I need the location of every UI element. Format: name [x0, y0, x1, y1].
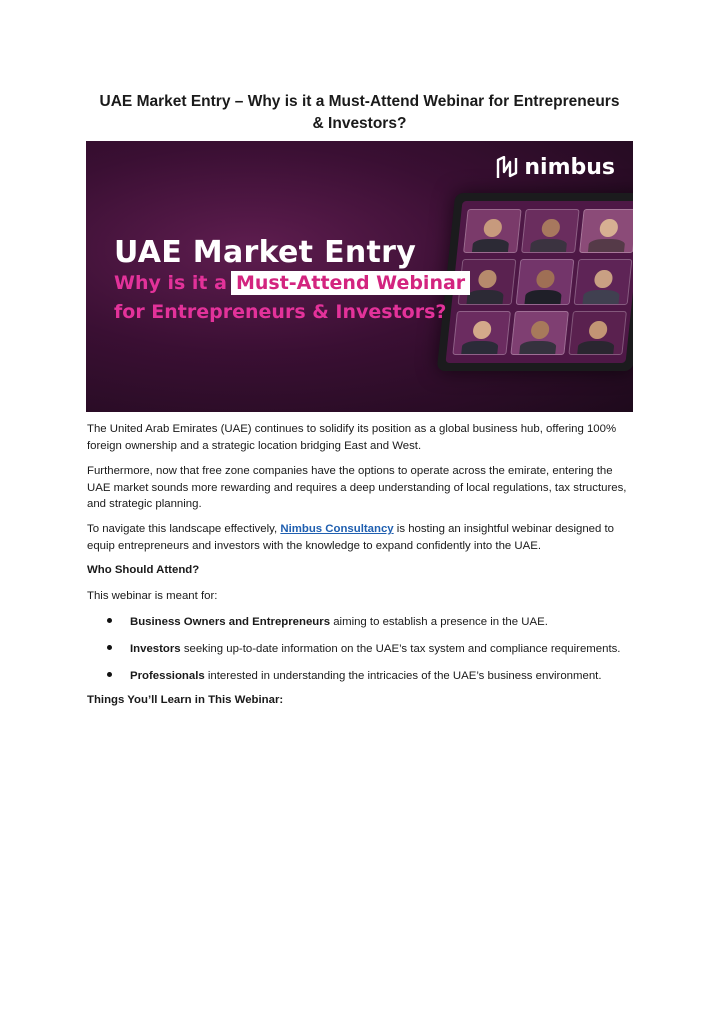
- webinar-paragraph: [87, 521, 633, 554]
- participant-tile: [463, 209, 522, 253]
- list-item: [107, 641, 627, 657]
- who-should-attend-heading: Who Should Attend?: [87, 564, 200, 576]
- bullet-icon: [107, 668, 130, 684]
- participant-tile: [516, 259, 575, 305]
- intro-paragraph: The United Arab Emirates (UAE) continues to solidify its position as a global business hub, offering 100% foreign ownership and a strategic location bridging East and West.: [87, 423, 617, 452]
- page-title: UAE Market Entry – Why is it a Must-Attend Webinar for Entrepreneurs & Investors?: [99, 93, 620, 132]
- bullet-icon: [107, 641, 130, 657]
- banner-subheadline-prefix: Why is it a: [114, 272, 227, 294]
- webinar-banner-image: [86, 141, 633, 412]
- banner-tagline: for Entrepreneurs & Investors?: [114, 301, 447, 323]
- banner-headline: UAE Market Entry: [114, 235, 417, 270]
- bullet-icon: [107, 614, 130, 630]
- participant-tile: [579, 209, 633, 253]
- meant-for-text: This webinar is meant for:: [87, 590, 218, 602]
- logo-wordmark: nimbus: [524, 155, 615, 180]
- list-item-text: interested in understanding the intricacies of the UAE’s business environment.: [204, 670, 602, 682]
- nimbus-logo-icon: [496, 156, 518, 180]
- list-item-bold: Professionals: [130, 670, 205, 682]
- list-item-bold: Business Owners and Entrepreneurs: [130, 616, 331, 628]
- participant-tile: [574, 259, 633, 305]
- list-item-text: seeking up-to-date information on the UAE’s tax system and compliance requirements.: [180, 643, 621, 655]
- list-item: [107, 614, 627, 630]
- video-call-screen: [445, 201, 633, 363]
- banner-highlight: Must-Attend Webinar: [231, 271, 470, 295]
- list-item-bold: Investors: [130, 643, 181, 655]
- freezone-paragraph: Furthermore, now that free zone companies have the options to operate across the emirate, entering the UAE market sounds more rewarding and requires a deep understanding of local regulations, tax structures, and strategic planning.: [87, 465, 627, 511]
- things-you-learn-heading: Things You’ll Learn in This Webinar:: [87, 694, 284, 706]
- list-item-text: aiming to establish a presence in the UAE.: [330, 616, 548, 628]
- nimbus-logo: [496, 155, 615, 180]
- webinar-paragraph-start: To navigate this landscape effectively,: [87, 523, 281, 535]
- participant-tile: [521, 209, 580, 253]
- participant-tile: [568, 311, 627, 355]
- list-item: [107, 668, 627, 684]
- banner-subheadline: [114, 271, 470, 295]
- participant-tile: [452, 311, 511, 355]
- webinar-paragraph-end: is hosting an insightful webinar designed to equip entrepreneurs and investors with the knowledge to expand confidently into the UAE.: [87, 523, 615, 552]
- participant-tile: [510, 311, 569, 355]
- nimbus-consultancy-link[interactable]: Nimbus Consultancy: [280, 523, 394, 535]
